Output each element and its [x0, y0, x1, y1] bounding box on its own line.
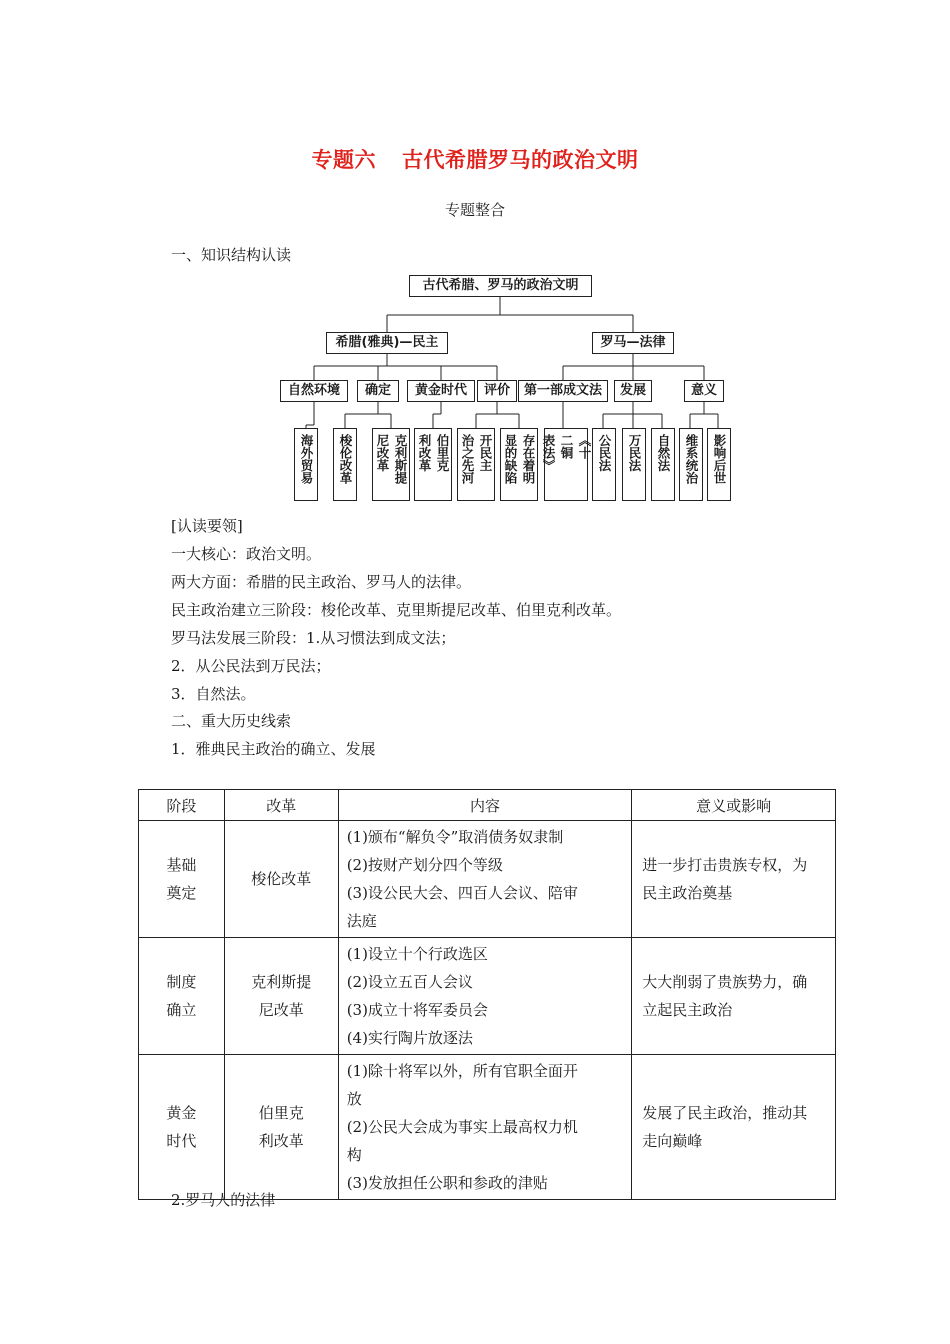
table-header: 内容 — [338, 790, 632, 821]
diagram-leaf: 《十 二铜 表法》 — [544, 428, 588, 501]
table-row — [139, 1055, 836, 1200]
diagram-leaf: 开民主 治之先河 — [457, 428, 495, 501]
significance-cell: 大大削弱了贵族势力，确 立起民主政治 — [632, 938, 836, 1055]
diagram-connectors — [0, 0, 950, 520]
diagram-leaf: 自然法 — [651, 428, 675, 501]
diagram-leaf: 公民法 — [592, 428, 616, 501]
content-cell: (1)颁布“解负令”取消债务奴隶制 (2)按财产划分四个等级 (3)设公民大会、四百人会议、陪审 法庭 — [338, 821, 632, 938]
diagram-leaf: 海外贸易 — [294, 428, 318, 501]
table-row — [139, 821, 836, 938]
diagram-node-establish: 确定 — [357, 380, 399, 402]
section-heading-1: 一、知识结构认读 — [171, 246, 292, 264]
diagram-node-golden-age: 黄金时代 — [407, 380, 475, 402]
notes-line: 一大核心：政治文明。 — [171, 545, 322, 563]
table-header: 意义或影响 — [632, 790, 836, 821]
subsection-heading-1: 1．雅典民主政治的确立、发展 — [171, 740, 376, 758]
notes-line: 两大方面：希腊的民主政治、罗马人的法律。 — [171, 573, 472, 591]
reform-cell: 梭伦改革 — [224, 821, 338, 938]
diagram-leaf: 影响后世 — [707, 428, 731, 501]
diagram-leaf: 存在着明 显的缺陷 — [500, 428, 538, 501]
knowledge-structure-diagram — [0, 0, 950, 520]
diagram-leaf: 伯里克 利改革 — [414, 428, 452, 501]
table-row — [139, 938, 836, 1055]
page-subtitle: 专题整合 — [444, 201, 505, 219]
subsection-heading-2: 2.罗马人的法律 — [171, 1191, 276, 1209]
title-part1: 专题六 — [311, 148, 376, 172]
diagram-node-environment: 自然环境 — [280, 380, 348, 402]
diagram-node-significance: 意义 — [684, 380, 724, 402]
stage-cell: 黄金 时代 — [139, 1055, 225, 1200]
notes-heading: [认读要领] — [171, 517, 243, 535]
table-header: 改革 — [224, 790, 338, 821]
diagram-leaf: 维系统治 — [679, 428, 703, 501]
diagram-rome-node: 罗马—法律 — [592, 332, 674, 354]
content-cell: (1)设立十个行政选区 (2)设立五百人会议 (3)成立十将军委员会 (4)实行陶片放逐法 — [338, 938, 632, 1055]
diagram-greece-node: 希腊(雅典)—民主 — [326, 332, 448, 354]
diagram-node-first-written-law: 第一部成文法 — [518, 380, 608, 402]
diagram-node-development: 发展 — [614, 380, 652, 402]
notes-line: 2．从公民法到万民法； — [171, 657, 331, 675]
content-cell: (1)除十将军以外，所有官职全面开 放 (2)公民大会成为事实上最高权力机 构 (3)发放担任公职和参政的津贴 — [338, 1055, 632, 1200]
notes-line: 3．自然法。 — [171, 685, 256, 703]
reform-cell: 伯里克 利改革 — [224, 1055, 338, 1200]
stage-cell: 制度 确立 — [139, 938, 225, 1055]
table-header: 阶段 — [139, 790, 225, 821]
title-part2: 古代希腊罗马的政治文明 — [402, 148, 639, 172]
diagram-root-node: 古代希腊、罗马的政治文明 — [409, 275, 592, 297]
significance-cell: 进一步打击贵族专权，为 民主政治奠基 — [632, 821, 836, 938]
notes-line: 民主政治建立三阶段：梭伦改革、克里斯提尼改革、伯里克利改革。 — [171, 601, 622, 619]
stage-cell: 基础 奠定 — [139, 821, 225, 938]
page-title — [0, 144, 950, 174]
notes-line: 罗马法发展三阶段：1.从习惯法到成文法； — [171, 629, 456, 647]
significance-cell: 发展了民主政治，推动其 走向巅峰 — [632, 1055, 836, 1200]
diagram-leaf: 克利斯提 尼改革 — [372, 428, 410, 501]
section-heading-2: 二、重大历史线索 — [171, 712, 292, 730]
table-header-row — [139, 790, 836, 821]
reform-cell: 克利斯提 尼改革 — [224, 938, 338, 1055]
diagram-node-evaluation: 评价 — [477, 380, 517, 402]
diagram-leaf: 梭伦改革 — [333, 428, 357, 501]
diagram-leaf: 万民法 — [622, 428, 646, 501]
athens-democracy-table — [138, 789, 836, 1200]
